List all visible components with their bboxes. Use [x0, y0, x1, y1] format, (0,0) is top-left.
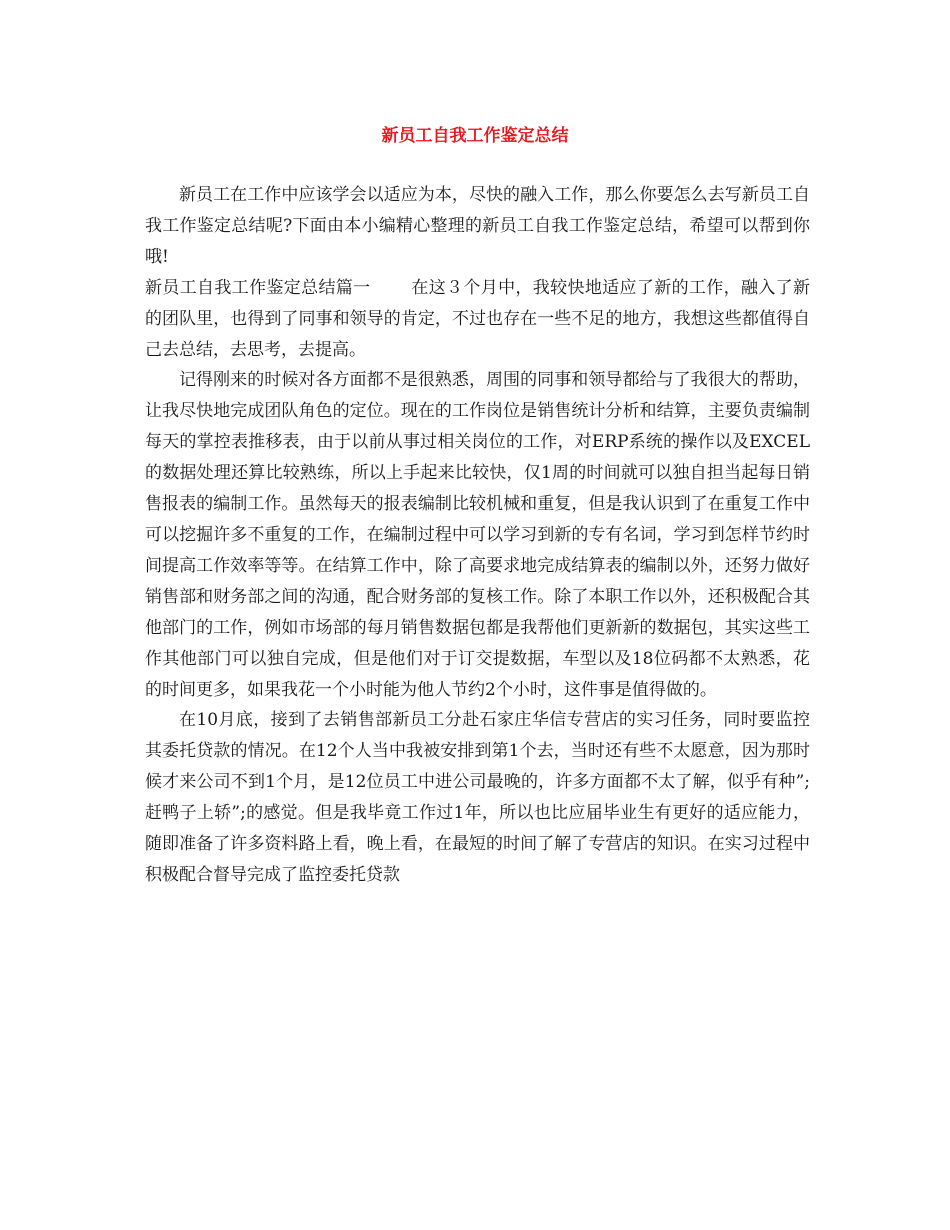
intro-paragraph: 新员工在工作中应该学会以适应为本，尽快的融入工作，那么你要怎么去写新员工自我工作鉴定总结呢?下面由本小编精心整理的新员工自我工作鉴定总结，希望可以帮到你哦! [145, 185, 810, 267]
document-title: 新员工自我工作鉴定总结 [381, 126, 569, 146]
section-heading: 新员工自我工作鉴定总结篇一 [145, 277, 371, 298]
section-one-text: 在这３个月中，我较快地适应了新的工作，融入了新的团队里，也得到了同事和领导的肯定，不过也存在一些不足的地方，我想这些都值得自己去总结，去思考，去提高。 [145, 277, 811, 360]
section-one-paragraph [145, 273, 810, 366]
body-paragraph-2: 记得刚来的时候对各方面都不是很熟悉，周围的同事和领导都给与了我很大的帮助，让我尽快地完成团队角色的定位。现在的工作岗位是销售统计分析和结算，主要负责编制每天的掌控表推移表，由于以前从事过相关岗位的工作，对ERP系统的操作以及EXCEL的数据处理还算比较熟练，所以上手起来比较快，仅1周的时间就可以独自担当起每日销售报表的编制工作。虽然每天的报表编制比较机械和重复，但是我认识到了在重复工作中可以挖掘许多不重复的工作，在编制过程中可以学习到新的专有名词，学习到怎样节约时间提高工作效率等等。在结算工作中，除了高要求地完成结算表的编制以外，还努力做好销售部和财务部之间的沟通，配合财务部的复核工作。除了本职工作以外，还积极配合其他部门的工作，例如市场部的每月销售数据包都是我帮他们更新新的数据包，其实这些工作其他部门可以独自完成，但是他们对于订交提数据，车型以及18位码都不太熟悉，花的时间更多，如果我花一个小时能为他人节约2个小时，这件事是值得做的。 [145, 370, 810, 700]
body-paragraph-3: 在10月底，接到了去销售部新员工分赴石家庄华信专营店的实习任务，同时要监控其委托贷款的情况。在12个人当中我被安排到第1个去，当时还有些不太愿意，因为那时候才来公司不到1个月，是12位员工中进公司最晚的，许多方面都不太了解，似乎有种”;赶鸭子上轿”;的感觉。但是我毕竟工作过1年，所以也比应届毕业生有更好的适应能力，随即准备了许多资料路上看，晚上看，在最短的时间了解了专营店的知识。在实习过程中积极配合督导完成了监控委托贷款 [145, 710, 810, 885]
document-body [145, 180, 810, 891]
